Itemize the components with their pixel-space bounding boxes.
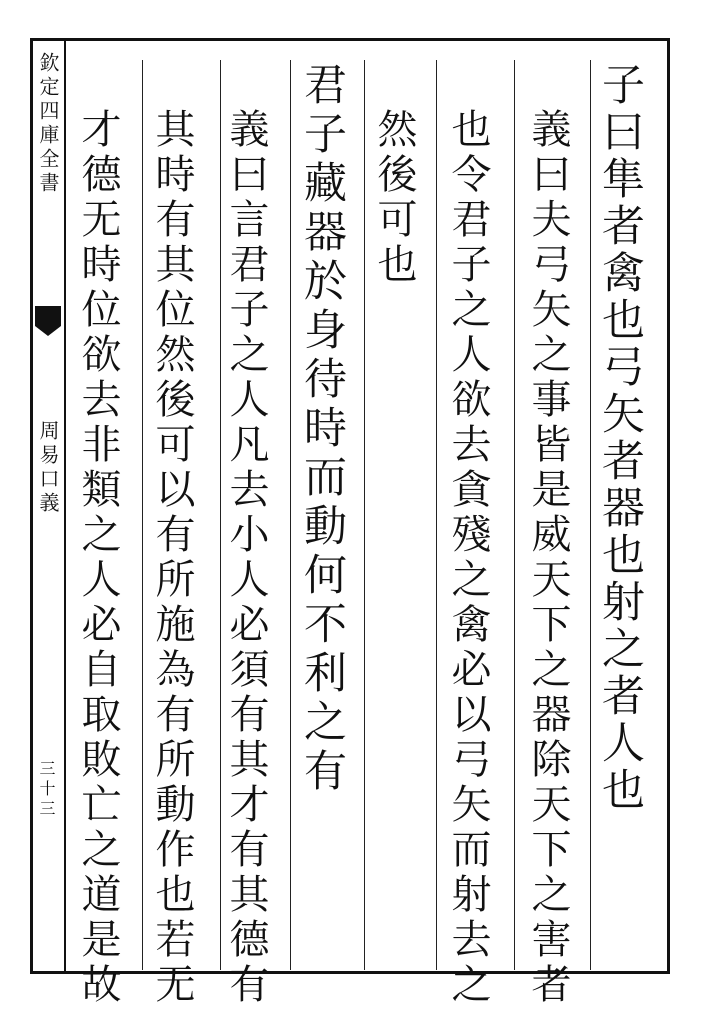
page-border bbox=[30, 38, 670, 974]
column-divider bbox=[590, 60, 591, 970]
page-number: 三十三 bbox=[37, 760, 56, 820]
column-divider bbox=[142, 60, 143, 970]
text-column-2: 義曰夫弓矢之事皆是威天下之器除天下之害者 bbox=[525, 108, 571, 1008]
column-divider bbox=[290, 60, 291, 970]
text-column-5: 君子藏器於身待時而動何不利之有 bbox=[297, 62, 347, 797]
text-column-3: 也令君子之人欲去貪殘之禽必以弓矢而射去之 bbox=[445, 108, 491, 1008]
gutter-divider bbox=[64, 38, 66, 974]
text-column-6: 義曰言君子之人凡去小人必須有其才有其德有 bbox=[223, 108, 269, 1008]
column-divider bbox=[364, 60, 365, 970]
text-column-7: 其時有其位然後可以有所施為有所動作也若无 bbox=[149, 108, 195, 1008]
book-title: 欽定四庫全書 bbox=[36, 52, 60, 196]
text-column-1: 子曰隼者禽也弓矢者器也射之者人也 bbox=[595, 62, 645, 814]
text-column-4: 然後可也 bbox=[371, 108, 417, 288]
text-column-8: 才德无時位欲去非類之人必自取敗亡之道是故 bbox=[75, 108, 121, 1008]
column-divider bbox=[514, 60, 515, 970]
section-title: 周易口義 bbox=[36, 420, 60, 516]
column-divider bbox=[436, 60, 437, 970]
fish-tail-mark-icon bbox=[35, 300, 61, 338]
column-divider bbox=[220, 60, 221, 970]
